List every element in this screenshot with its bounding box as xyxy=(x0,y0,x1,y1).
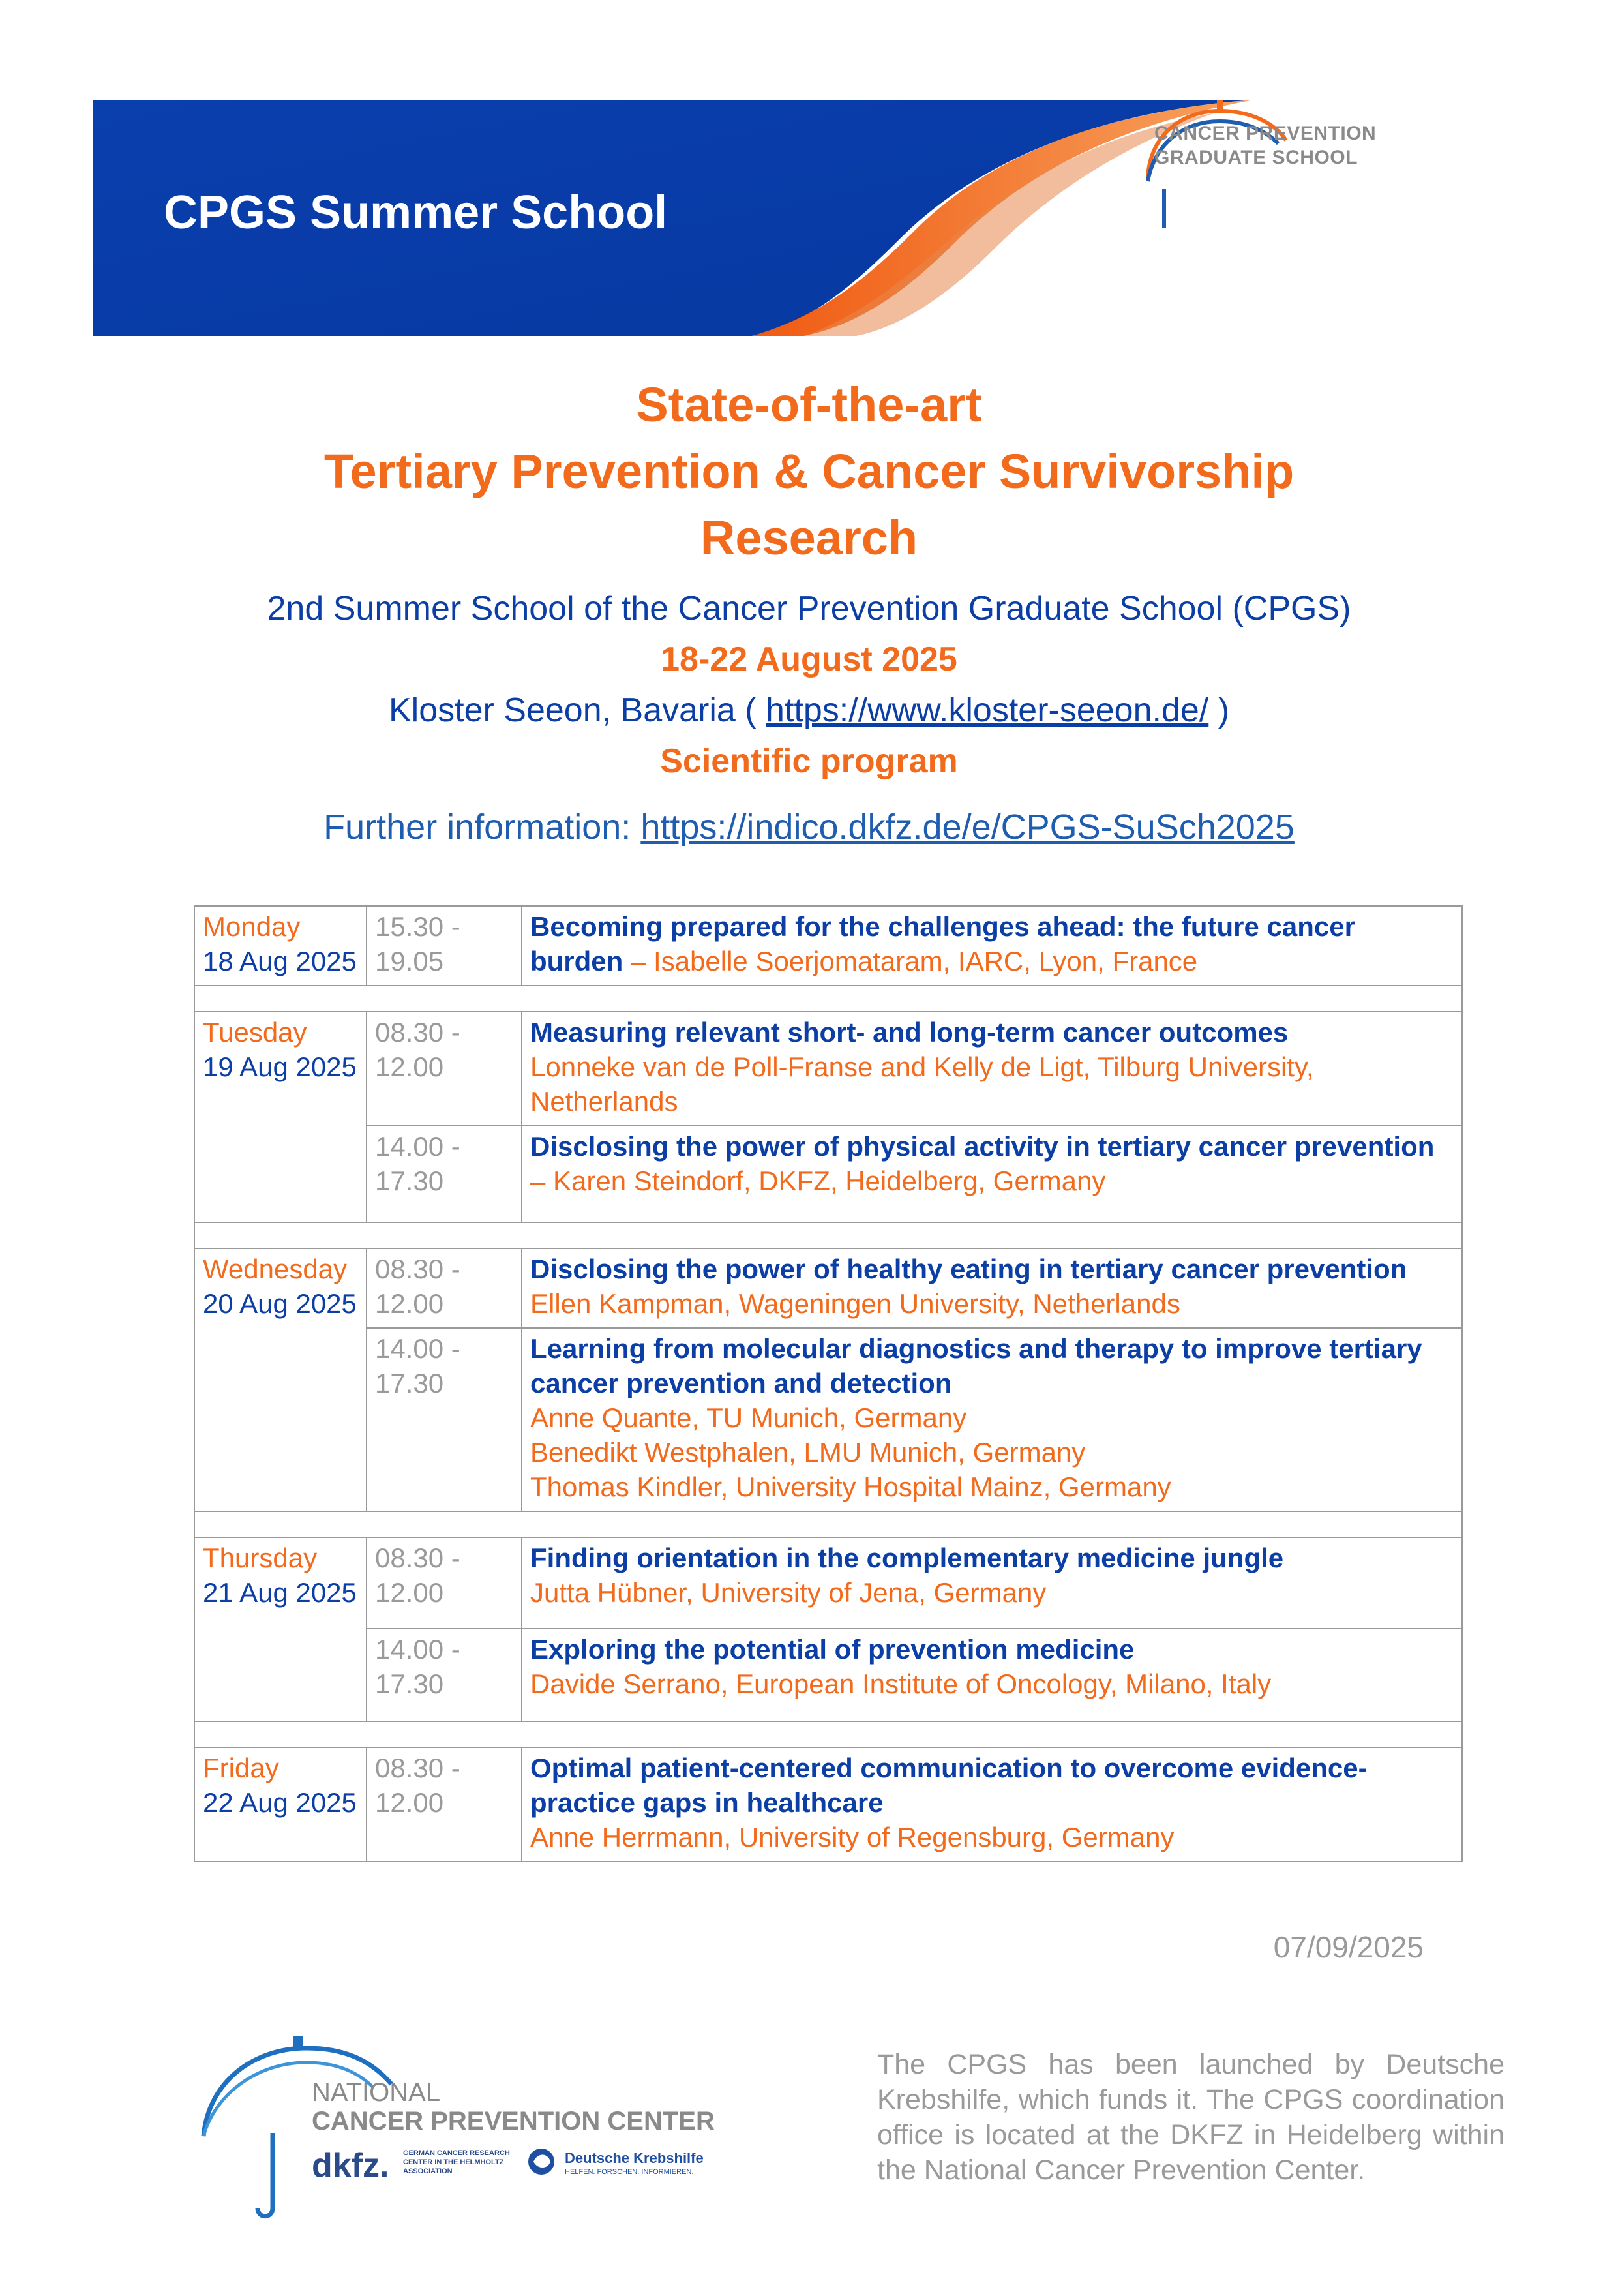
time-start: 08.30 - xyxy=(375,1543,460,1573)
table-row xyxy=(194,1747,1462,1862)
venue-prefix: Kloster Seeon, Bavaria ( xyxy=(388,691,766,729)
time-end: 19.05 xyxy=(375,946,444,976)
table-row xyxy=(194,1629,1462,1721)
day-date: 22 Aug 2025 xyxy=(203,1787,357,1818)
session-title: Optimal patient-centered communication to overcome evidence-practice gaps in healthcare xyxy=(530,1753,1368,1818)
cpgs-logo-line1: CANCER PREVENTION xyxy=(1154,123,1377,144)
further-info-link[interactable]: https://indico.dkfz.de/e/CPGS-SuSch2025 xyxy=(640,808,1295,847)
time-cell xyxy=(367,1747,522,1862)
table-row xyxy=(194,1126,1462,1222)
session-cell xyxy=(522,906,1462,986)
day-cell xyxy=(194,1747,367,1862)
dkfz-subtext: GERMAN CANCER RESEARCH CENTER IN THE HELMHOLTZ ASSOCIATION xyxy=(403,2149,510,2175)
session-title: Disclosing the power of physical activity in tertiary cancer prevention xyxy=(530,1131,1435,1162)
session-speaker: – Karen Steindorf, DKFZ, Heidelberg, Germany xyxy=(530,1166,1106,1196)
day-name: Friday xyxy=(203,1753,279,1783)
table-row xyxy=(194,906,1462,986)
time-start: 08.30 - xyxy=(375,1017,460,1048)
time-end: 17.30 xyxy=(375,1166,444,1196)
time-start: 15.30 - xyxy=(375,911,460,942)
venue-link[interactable]: https://www.kloster-seeon.de/ xyxy=(766,691,1209,729)
day-name: Wednesday xyxy=(203,1254,348,1284)
print-date: 07/09/2025 xyxy=(1273,1930,1424,1964)
krebshilfe-subtext: HELFEN. FORSCHEN. INFORMIEREN. xyxy=(565,2168,694,2176)
day-cell xyxy=(194,1012,367,1222)
time-start: 14.00 - xyxy=(375,1131,460,1162)
session-speaker-1: Anne Quante, TU Munich, Germany xyxy=(530,1402,967,1433)
day-name: Monday xyxy=(203,911,301,942)
session-cell xyxy=(522,1537,1462,1629)
venue-line xyxy=(0,685,1618,736)
session-speaker: Ellen Kampman, Wageningen University, Netherlands xyxy=(530,1288,1180,1319)
title-line-3: Research xyxy=(700,511,918,565)
title-block xyxy=(0,372,1618,853)
table-row xyxy=(194,1012,1462,1126)
session-cell xyxy=(522,1629,1462,1721)
table-spacer-row xyxy=(194,1721,1462,1747)
session-title: Exploring the potential of prevention medicine xyxy=(530,1634,1135,1665)
time-end: 12.00 xyxy=(375,1577,444,1608)
time-end: 17.30 xyxy=(375,1669,444,1699)
session-speaker: – Isabelle Soerjomataram, IARC, Lyon, France xyxy=(623,946,1198,976)
session-cell xyxy=(522,1328,1462,1511)
session-speaker-2: Benedikt Westphalen, LMU Munich, Germany xyxy=(530,1437,1086,1468)
day-cell xyxy=(194,1248,367,1511)
day-name: Tuesday xyxy=(203,1017,307,1048)
program-label: Scientific program xyxy=(660,742,958,780)
table-row xyxy=(194,1328,1462,1511)
session-title: Finding orientation in the complementary medicine jungle xyxy=(530,1543,1284,1573)
ncpc-center-text: CANCER PREVENTION CENTER xyxy=(312,2107,715,2136)
dkfz-logo-text: dkfz. xyxy=(312,2147,389,2184)
session-cell xyxy=(522,1012,1462,1126)
footer-funding-text: The CPGS has been launched by Deutsche Krebshilfe, which funds it. The CPGS coordination office is located at the DKFZ in Heidelberg within the National Cancer Prevention Center. xyxy=(877,2049,1505,2186)
time-cell xyxy=(367,1328,522,1511)
title-line-2: Tertiary Prevention & Cancer Survivorship xyxy=(323,444,1295,498)
table-spacer-row xyxy=(194,1222,1462,1248)
venue-suffix: ) xyxy=(1208,691,1230,729)
banner-title: CPGS Summer School xyxy=(164,187,668,239)
time-end: 12.00 xyxy=(375,1288,444,1319)
day-date: 18 Aug 2025 xyxy=(203,946,357,976)
session-speaker-3: Thomas Kindler, University Hospital Mainz, Germany xyxy=(530,1472,1171,1502)
event-dates: 18-22 August 2025 xyxy=(661,641,957,678)
session-speaker: Anne Herrmann, University of Regensburg, Germany xyxy=(530,1822,1175,1852)
session-cell xyxy=(522,1248,1462,1328)
time-cell xyxy=(367,906,522,986)
session-title: Measuring relevant short- and long-term cancer outcomes xyxy=(530,1017,1289,1048)
time-start: 08.30 - xyxy=(375,1254,460,1284)
program-table xyxy=(194,905,1463,1862)
time-cell xyxy=(367,1248,522,1328)
session-cell xyxy=(522,1747,1462,1862)
time-start: 08.30 - xyxy=(375,1753,460,1783)
session-title: Becoming prepared for the challenges ahead: the future cancer burden xyxy=(530,911,1355,976)
further-info-line xyxy=(0,801,1618,853)
day-date: 20 Aug 2025 xyxy=(203,1288,357,1319)
day-date: 21 Aug 2025 xyxy=(203,1577,357,1608)
ncpc-national-text: NATIONAL xyxy=(312,2078,441,2107)
time-cell xyxy=(367,1537,522,1629)
session-speaker: Davide Serrano, European Institute of Oncology, Milano, Italy xyxy=(530,1669,1272,1699)
session-cell xyxy=(522,1126,1462,1222)
subtitle: 2nd Summer School of the Cancer Prevention Graduate School (CPGS) xyxy=(267,590,1351,627)
time-cell xyxy=(367,1126,522,1222)
time-start: 14.00 - xyxy=(375,1634,460,1665)
time-cell xyxy=(367,1012,522,1126)
table-spacer-row xyxy=(194,986,1462,1012)
time-end: 17.30 xyxy=(375,1368,444,1398)
table-spacer-row xyxy=(194,1511,1462,1537)
session-title: Learning from molecular diagnostics and therapy to improve tertiary cancer prevention and detection xyxy=(530,1333,1422,1398)
cpgs-logo xyxy=(1056,59,1422,228)
day-cell xyxy=(194,1537,367,1721)
session-title: Disclosing the power of healthy eating in tertiary cancer prevention xyxy=(530,1254,1407,1284)
table-row xyxy=(194,1248,1462,1328)
session-speaker: Jutta Hübner, University of Jena, Germany xyxy=(530,1577,1047,1608)
time-cell xyxy=(367,1629,522,1721)
further-label: Further information: xyxy=(323,808,641,847)
krebshilfe-text: Deutsche Krebshilfe xyxy=(565,2150,704,2166)
cpgs-logo-line2: GRADUATE SCHOOL xyxy=(1154,147,1358,168)
time-start: 14.00 - xyxy=(375,1333,460,1364)
ncpc-logo xyxy=(196,2022,717,2231)
time-end: 12.00 xyxy=(375,1051,444,1082)
day-cell xyxy=(194,906,367,986)
day-date: 19 Aug 2025 xyxy=(203,1051,357,1082)
time-end: 12.00 xyxy=(375,1787,444,1818)
session-speaker: Lonneke van de Poll-Franse and Kelly de Ligt, Tilburg University, Netherlands xyxy=(530,1051,1314,1117)
table-row xyxy=(194,1537,1462,1629)
title-line-1: State-of-the-art xyxy=(636,378,982,432)
day-name: Thursday xyxy=(203,1543,318,1573)
